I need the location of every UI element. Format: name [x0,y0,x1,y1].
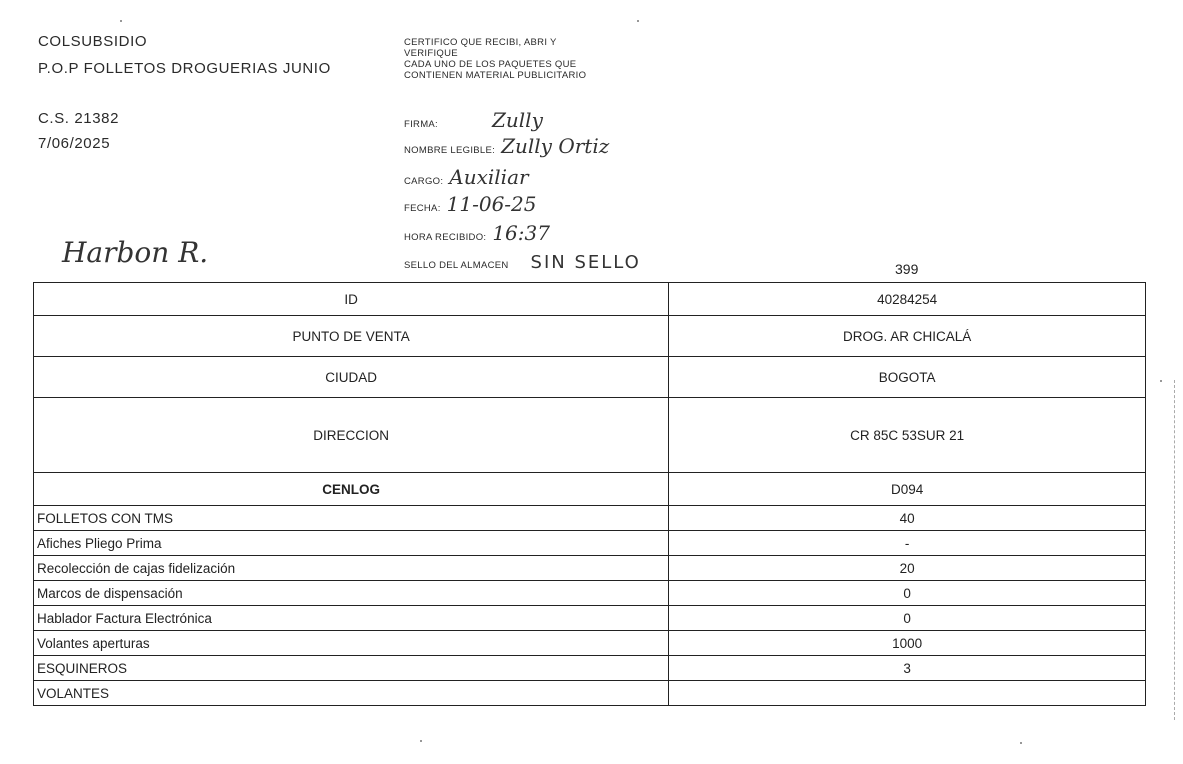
table-row [34,581,1146,606]
table-row [34,357,1146,398]
id-label: ID [34,283,669,316]
item-label: VOLANTES [34,681,669,706]
item-label: Afiches Pliego Prima [34,531,669,556]
item-label: FOLLETOS CON TMS [34,506,669,531]
fecha-label: FECHA: [404,203,441,214]
fecha-field [404,192,537,216]
nombre-value: Zully Ortiz [501,134,610,158]
scan-speck [120,20,122,22]
ciudad-label: CIUDAD [34,357,669,398]
table-row [34,656,1146,681]
table-row [34,531,1146,556]
table-row [34,398,1146,473]
punto-venta-value: DROG. AR CHICALÁ [669,316,1146,357]
firma-signature: Zully [492,108,543,132]
table-row [34,283,1146,316]
scan-speck [637,20,639,22]
cargo-field [404,165,529,189]
id-value: 40284254 [669,283,1146,316]
cs-number: C.S. 21382 [38,110,120,127]
item-value: 0 [669,581,1146,606]
cargo-label: CARGO: [404,176,444,187]
scan-speck [1020,742,1022,744]
fecha-value: 11-06-25 [446,192,537,216]
item-label: Marcos de dispensación [34,581,669,606]
table-row [34,473,1146,506]
item-label: ESQUINEROS [34,656,669,681]
item-label: Hablador Factura Electrónica [34,606,669,631]
item-value [669,681,1146,706]
table-row [34,631,1146,656]
sello-field [404,252,641,273]
ciudad-value: BOGOTA [669,357,1146,398]
left-signature: Harbon R. [62,236,209,269]
table-row [34,681,1146,706]
document-date: 7/06/2025 [38,135,111,152]
certificate-line-3: CADA UNO DE LOS PAQUETES QUE [404,59,577,70]
item-value: 1000 [669,631,1146,656]
cenlog-label: CENLOG [34,473,669,506]
firma-label: FIRMA: [404,119,438,130]
certificate-line-1: CERTIFICO QUE RECIBI, ABRI Y [404,37,557,48]
item-label: Recolección de cajas fidelización [34,556,669,581]
item-value: 20 [669,556,1146,581]
punto-venta-label: PUNTO DE VENTA [34,316,669,357]
hora-label: HORA RECIBIDO: [404,232,487,243]
table-row [34,316,1146,357]
nombre-label: NOMBRE LEGIBLE: [404,145,496,156]
nombre-field [404,134,609,158]
table-row [34,606,1146,631]
cenlog-value: D094 [669,473,1146,506]
page-number: 399 [895,261,919,277]
item-label: Volantes aperturas [34,631,669,656]
hora-value: 16:37 [492,221,550,245]
certificate-line-2: VERIFIQUE [404,48,458,59]
item-value: 3 [669,656,1146,681]
table-row [34,506,1146,531]
sello-value: SIN SELLO [530,252,641,273]
company-name: COLSUBSIDIO [38,33,148,50]
direccion-label: DIRECCION [34,398,669,473]
scan-speck [420,740,422,742]
hora-field [404,221,550,245]
document-subtitle: P.O.P FOLLETOS DROGUERIAS JUNIO [38,60,331,77]
cargo-value: Auxiliar [449,165,529,189]
scan-edge-line [1174,380,1176,720]
firma-field [404,108,543,132]
item-value: - [669,531,1146,556]
item-value: 40 [669,506,1146,531]
certificate-line-4: CONTIENEN MATERIAL PUBLICITARIO [404,70,587,81]
scan-speck [1160,380,1162,382]
sello-label: SELLO DEL ALMACEN [404,260,509,271]
direccion-value: CR 85C 53SUR 21 [669,398,1146,473]
item-value: 0 [669,606,1146,631]
delivery-table [33,282,1146,706]
table-row [34,556,1146,581]
